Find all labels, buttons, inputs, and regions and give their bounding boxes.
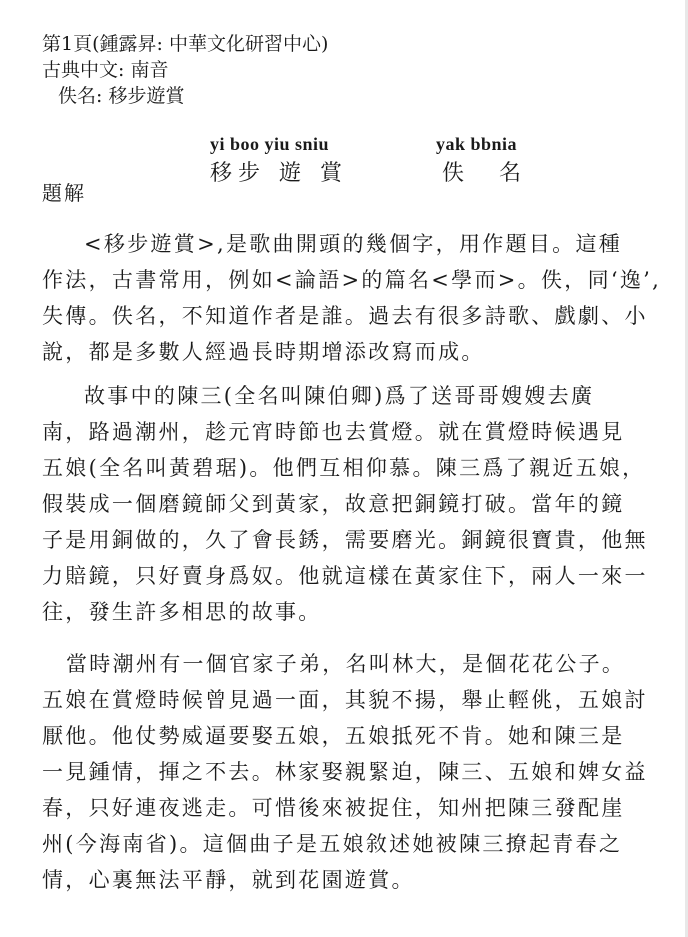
page-header-line3: 佚名: 移步遊賞 <box>58 85 185 107</box>
paragraph-line: 南，路過潮州，趁元宵時節也去賞燈。就在賞燈時候遇見 <box>42 420 625 444</box>
paragraph-line: 說，都是多數人經過長時期增添改寫而成。 <box>42 340 485 364</box>
section-heading: 題解 <box>42 181 86 205</box>
paragraph-line: 力賠鏡，只好賣身爲奴。他就這樣在黃家住下，兩人一來一 <box>42 564 648 588</box>
page-header-line2: 古典中文: 南音 <box>42 59 169 81</box>
paragraph-line: 往，發生許多相思的故事。 <box>42 600 322 624</box>
paragraph-line: <移步遊賞>,是歌曲開頭的幾個字，用作題目。這種 <box>84 232 623 256</box>
paragraph-line: 故事中的陳三(全名叫陳伯卿)爲了送哥哥嫂嫂去廣 <box>84 384 595 408</box>
paragraph-line: 情，心裏無法平靜，就到花園遊賞。 <box>42 868 415 892</box>
paragraph-line: 五娘在賞燈時候曾見過一面，其貌不揚，舉止輕佻，五娘討 <box>42 688 648 712</box>
paragraph-line: 州(今海南省)。這個曲子是五娘敘述她被陳三撩起青春之 <box>42 832 623 856</box>
author-name: 佚 名 <box>442 161 535 186</box>
paragraph-line: 五娘(全名叫黃碧琚)。他們互相仰慕。陳三爲了親近五娘， <box>42 456 646 480</box>
paragraph-line: 假裝成一個磨鏡師父到黃家，故意把銅鏡打破。當年的鏡 <box>42 492 625 516</box>
paragraph-line: 子是用銅做的，久了會長銹，需要磨光。銅鏡很寶貴，他無 <box>42 528 648 552</box>
page-header-line1: 第1頁(鍾露昇: 中華文化研習中心) <box>42 33 329 55</box>
paragraph-line: 當時潮州有一個官家子弟，名叫林大，是個花花公子。 <box>66 652 626 676</box>
paragraph-line: 春，只好連夜逃走。可惜後來被捉住，知州把陳三發配崖 <box>42 796 625 820</box>
paragraph-line: 作法，古書常用，例如<論語>的篇名<學而>。佚，同‘逸’, <box>42 268 662 292</box>
paragraph-line: 厭他。他仗勢威逼要娶五娘，五娘抵死不肯。她和陳三是 <box>42 724 625 748</box>
song-title: 移步 遊 賞 <box>210 161 348 186</box>
paragraph-line: 失傳。佚名，不知道作者是誰。過去有很多詩歌、戲劇、小 <box>42 304 648 328</box>
title-romanization: yi boo yiu sniu <box>210 134 330 154</box>
author-romanization: yak bbnia <box>436 134 518 154</box>
paragraph-line: 一見鍾情，揮之不去。林家娶親緊迫，陳三、五娘和婢女益 <box>42 760 648 784</box>
